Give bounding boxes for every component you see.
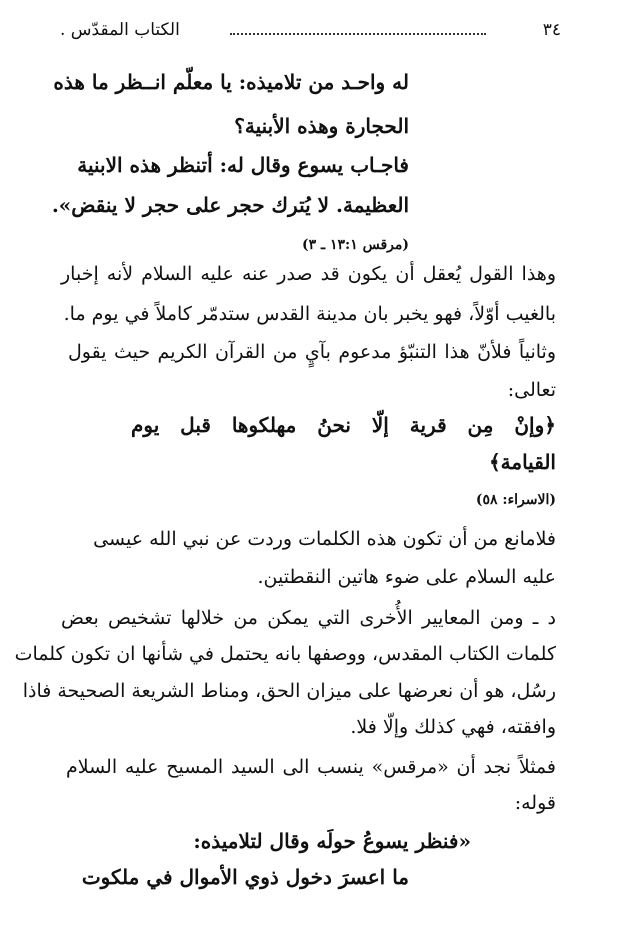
body-line: تعالى: (507, 379, 556, 401)
quote-line: له واحـد من تلاميذه: يا معلّم انــظر ما هذه (53, 70, 409, 94)
body-line: بالغيب أوّلاً، فهو يخبر بان مدينة القدس ستدمّر كاملاً في يوم ما. (63, 303, 556, 325)
quote-line: ما اعسرَ دخول ذوي الأموال في ملكوت (81, 865, 409, 889)
body-line: قوله: (514, 792, 556, 814)
citation-mark: (الاسراء: ٥٨) (475, 492, 556, 508)
header-dot-leader (230, 33, 486, 35)
body-line: كلمات الكتاب المقدس، ووصفها بانه يحتمل في شأنها ان تكون كلمات (14, 643, 556, 665)
quote-line: «فنظر يسوعُ حولَه وقال لتلاميذه: (193, 829, 471, 853)
body-line: رسُل، هو أن نعرضها على ميزان الحق، ومناط الشريعة الصحيحة فاذا (22, 680, 556, 702)
quote-line: فاجـاب يسوع وقال له: أتنظر هذه الابنية (77, 153, 409, 177)
page-number: ٣٤ (542, 20, 561, 40)
body-line: فلامانع من أن تكون هذه الكلمات وردت عن نبي الله عيسى (93, 528, 556, 550)
quote-line: العظيمة. لا يُترك حجر على حجر لا ينقض». (51, 193, 409, 217)
quran-verse-line: ﴿وإنْ مِن قرية إلّا نحنُ مهلكوها قبل يوم (131, 413, 556, 437)
body-line: د ـ ومن المعايير الأُخرى التي يمكن من خلالها تشخيص بعض (61, 607, 556, 629)
quran-verse-line: القيامة﴾ (488, 450, 556, 474)
body-line: وافقته، فهي كذلك وإلّا فلا. (350, 716, 556, 738)
page-header (60, 20, 561, 46)
body-line: فمثلاً نجد أن «مرقس» ينسب الى السيد المسيح عليه السلام (66, 756, 556, 778)
body-line: وهذا القول يُعقل أن يكون قد صدر عنه عليه السلام لأنه إخبار (61, 263, 556, 285)
running-title: الكتاب المقدّس . (60, 20, 180, 40)
body-line: وثانياً فلأنّ هذا التنبّؤ مدعوم بآيٍ من القرآن الكريم حيث يقول (68, 341, 556, 363)
body-line: عليه السلام على ضوء هاتين النقطتين. (257, 566, 556, 588)
citation-mark: (مرقس ١٣:١ ـ ٣) (301, 237, 409, 253)
quote-line: الحجارة وهذه الأبنية؟ (234, 114, 409, 138)
